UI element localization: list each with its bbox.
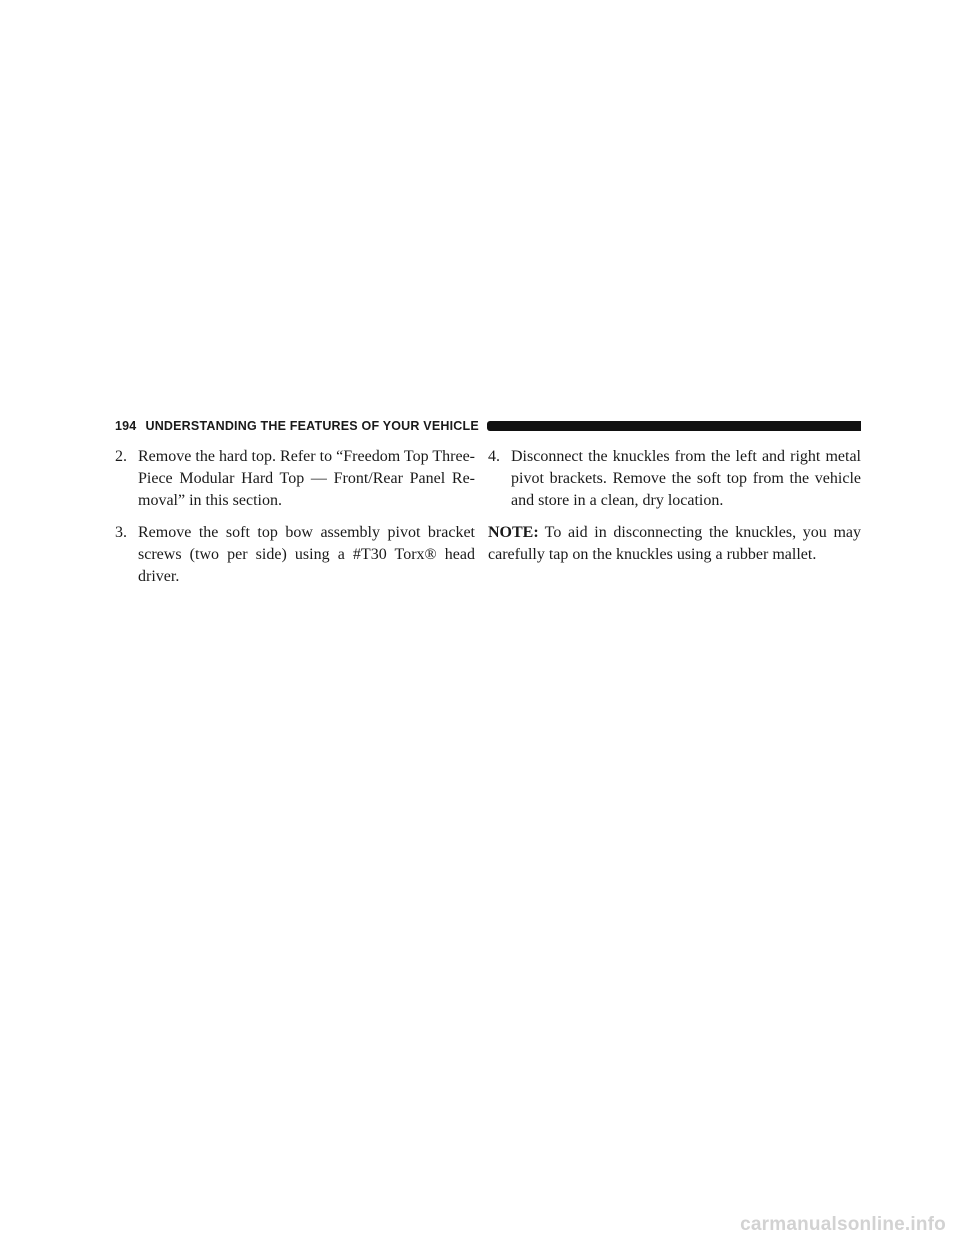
step-number: 2. xyxy=(115,448,127,465)
page-number: 194 xyxy=(115,419,137,433)
page-header xyxy=(115,415,861,437)
step-item xyxy=(115,522,475,588)
step-text: Remove the soft top bow assembly pivot bracket screws (two per side) using a #T30 Torx® head driver. xyxy=(138,524,475,585)
note-label: NOTE: xyxy=(488,524,539,541)
note-text: To aid in disconnecting the knuckles, you may carefully tap on the knuckles using a rubber mallet. xyxy=(488,524,861,563)
step-text: Remove the hard top. Refer to “Freedom Top Three-Piece Modular Hard Top — Front/Rear Panel Re-moval” in this section. xyxy=(138,448,475,509)
footer-watermark: carmanualsonline.info xyxy=(740,1214,946,1235)
header-rule xyxy=(487,421,861,431)
step-number: 3. xyxy=(115,524,127,541)
step-item xyxy=(488,446,861,512)
step-text: Disconnect the knuckles from the left and right metal pivot brackets. Remove the soft top from the vehicle and store in a clean, dry location. xyxy=(511,448,861,509)
left-column xyxy=(115,446,475,598)
section-title: UNDERSTANDING THE FEATURES OF YOUR VEHICLE xyxy=(145,419,479,433)
step-item xyxy=(115,446,475,512)
right-column xyxy=(488,446,861,566)
step-number: 4. xyxy=(488,448,500,465)
note-paragraph xyxy=(488,522,861,566)
